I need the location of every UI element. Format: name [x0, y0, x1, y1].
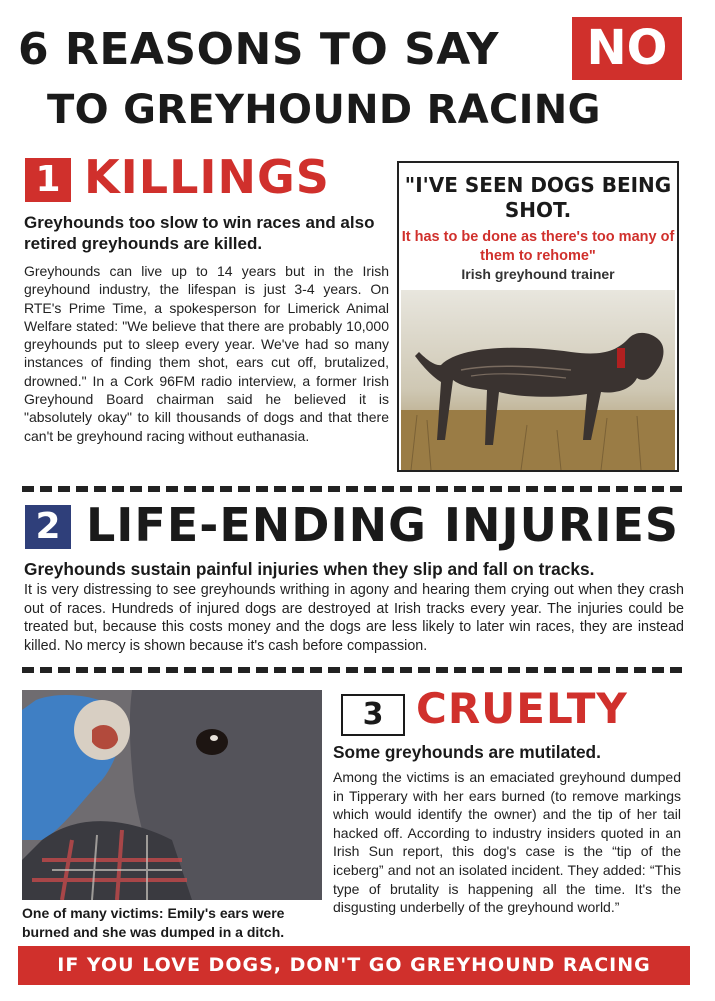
section2-number-badge: 2 — [25, 505, 71, 549]
section1-heading: KILLINGS — [84, 150, 330, 204]
injured-greyhound-emily-photo — [22, 690, 322, 900]
headline-no-badge: NO — [572, 17, 682, 80]
section1-body: Greyhounds can live up to 14 years but in the Irish greyhound industry, the lifespan is just 3-4 years. On RTE's Prime Time, a spokesperson for Limerick Animal Welfare stated: "We believe that there are probably 10,000 greyhounds put to sleep every year. We've had so many instances of finding them shot, ears cut off, brutalized, drowned." In a Cork 96FM radio interview, a former Irish Greyhound Board chairman said he believed it is "absolutely okay" to kill thousands of dogs and that there can't be greyhound racing without euthanasia. — [24, 263, 389, 444]
emaciated-greyhound-photo — [401, 290, 675, 470]
section2-body: It is very distressing to see greyhounds writhing in agony and hearing them crying out when they crash out of races. Hundreds of injured dogs are destroyed at Irish tracks every year. The injuries could be treated but, because this costs money and the dogs are less likely to later win races, they are instead killed. No mercy is shown because it's cash before compassion. — [24, 582, 684, 654]
section2-subheading: Greyhounds sustain painful injuries when they slip and fall on tracks. — [24, 559, 595, 579]
headline-line1: 6 REASONS TO SAY — [18, 24, 499, 75]
footer-banner: IF YOU LOVE DOGS, DON'T GO GREYHOUND RACING — [18, 946, 690, 985]
section3-body: Among the victims is an emaciated greyhound dumped in Tipperary with her ears burned (to remove markings which would identify the owner) and the tip of her tail hacked off. According to industry insiders quoted in an Irish Sun report, this dog's case is the “tip of the iceberg” and not an isolated incident. They added: “This type of brutality is happening all the time. It's the disgusting underbelly of the greyhound world.” — [333, 769, 681, 916]
trainer-quote-box — [397, 161, 679, 472]
quote-main: "I'VE SEEN DOGS BEING SHOT. — [404, 173, 672, 222]
section3-heading: CRUELTY — [416, 684, 628, 733]
quote-attribution: Irish greyhound trainer — [461, 266, 615, 282]
section3-number-badge: 3 — [341, 694, 405, 736]
headline-line2: TO GREYHOUND RACING — [47, 87, 601, 133]
dashed-divider — [22, 486, 684, 492]
section1-subheading: Greyhounds too slow to win races and also retired greyhounds are killed. — [24, 213, 375, 253]
section2-heading: LIFE-ENDING INJURIES — [86, 498, 680, 552]
section3-subheading: Some greyhounds are mutilated. — [333, 742, 601, 762]
photo-caption: One of many victims: Emily's ears were burned and she was dumped in a ditch. — [22, 905, 285, 940]
dashed-divider — [22, 667, 684, 673]
quote-highlight: It has to be done as there's too many of them to rehome" — [401, 229, 675, 264]
section1-number-badge: 1 — [25, 158, 71, 202]
